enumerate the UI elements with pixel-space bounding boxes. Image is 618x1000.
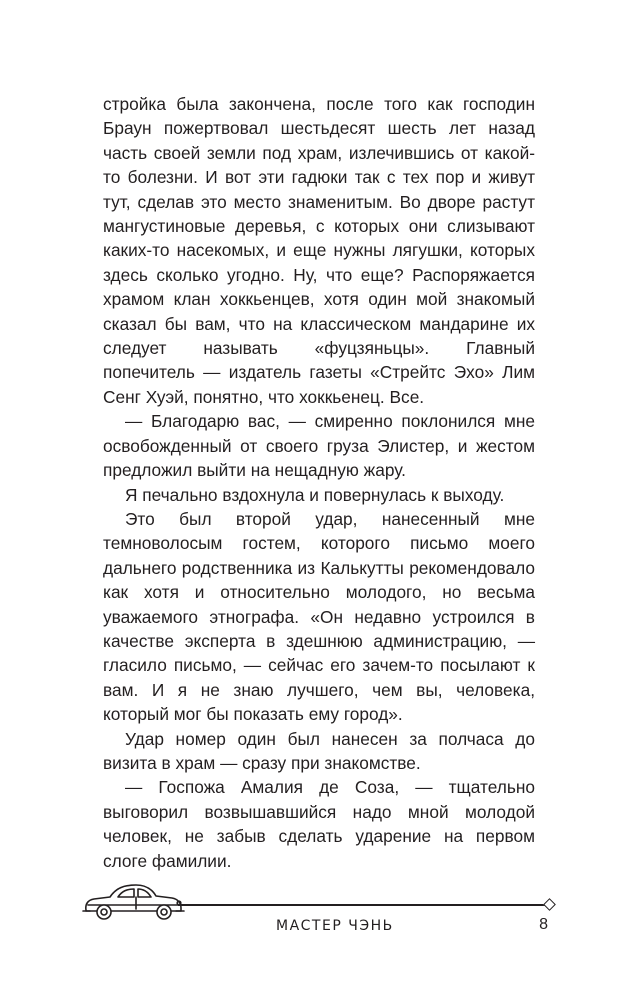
- running-title: МАСТЕР ЧЭНЬ: [276, 918, 394, 934]
- paragraph-sigh: Я печально вздохнула и повернулась к выходу.: [125, 484, 505, 505]
- paragraph-dialogue-thanks: — Благодарю вас, — смиренно поклонился мне освобожденный от своего груза Элистер, и жестом предложил выйти на нещадную жару.: [103, 411, 535, 481]
- paragraph-second-blow: Это был второй удар, нанесенный мне темноволосым гостем, которого письмо моего дальнего родственника из Калькутты рекомендовало как хотя и относительно молодого, но весьма уважаемого этнографа. «Он недавно устроился в качестве эксперта в здешнюю администрацию, — гласило письмо, — сейчас его зачем-то посылают к вам. И я не знаю лучшего, чем вы, человека, который мог бы показать ему город».: [103, 508, 535, 725]
- vintage-car-icon: [80, 880, 186, 924]
- paragraph-continued: стройка была закончена, после того как господин Браун пожертвовал шестьдесят шесть лет назад часть своей земли под храм, излечившись от какой-то болезни. И вот эти гадюки так с тех пор и живут тут, сделав это место знаменитым. Во дворе растут мангустиновые деревья, с которых они слизывают каких-то насекомых, и еще нужны лягушки, которых здесь сколько угодно. Ну, что еще? Распоряжается храмом клан хоккьенцев, хотя один мой знакомый сказал бы вам, что на классическом мандарине их следует называть «фуцзяньцы». Главный попечитель — издатель газеты «Стрейтс Эхо» Лим Сенг Хуэй, понятно, что хоккьенец. Все.: [103, 94, 535, 407]
- footer-rule: [178, 904, 548, 906]
- paragraph-first-blow: Удар номер один был нанесен за полчаса до визита в храм — сразу при знакомстве.: [103, 728, 535, 773]
- diamond-ornament-icon: [543, 898, 556, 911]
- body-text: [103, 92, 535, 873]
- paragraph-introduction: — Госпожа Амалия де Соза, — тщательно выговорил возвышавшийся надо мной молодой человек, не забыв сделать ударение на первом слоге фамилии.: [103, 777, 535, 871]
- page-number: 8: [539, 916, 548, 933]
